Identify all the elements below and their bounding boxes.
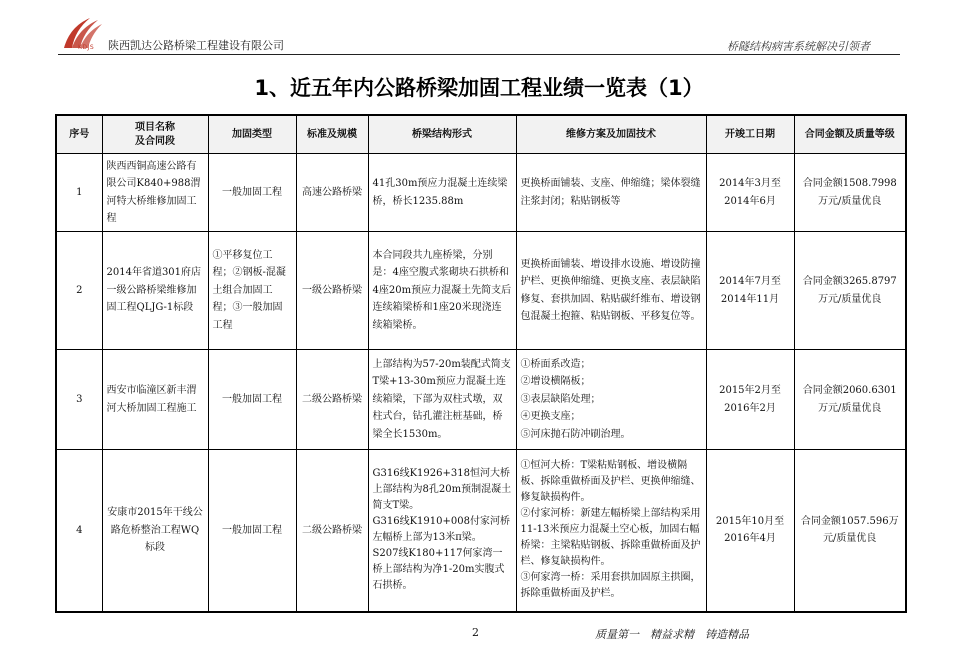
row-amount: 合同金额1057.596万元/质量优良 bbox=[794, 450, 906, 612]
performance-table bbox=[55, 114, 907, 613]
header-amount: 合同金额及质量等级 bbox=[794, 115, 906, 154]
header-standard: 标准及规模 bbox=[296, 115, 368, 154]
header-name-line2: 及合同段 bbox=[135, 135, 175, 147]
header-type: 加固类型 bbox=[208, 115, 296, 154]
plan-item: ①恒河大桥：T梁粘贴钢板、增设横隔板、拆除重做桥面及护栏、更换伸缩缝、修复缺损构件。 bbox=[520, 460, 701, 504]
row-plan: 更换桥面铺装、增设排水设施、增设防撞护栏、更换伸缩缝、更换支座、表层缺陷修复、套拱加固、粘贴碳纤维布、增设钢包混凝土抱箍、粘贴钢板、平移复位等。 bbox=[516, 232, 706, 350]
page-title: 1、近五年内公路桥梁加固工程业绩一览表（1） bbox=[254, 76, 704, 100]
header-dates: 开竣工日期 bbox=[706, 115, 794, 154]
table-row bbox=[56, 350, 906, 450]
table-header-row bbox=[56, 115, 906, 154]
row-dates: 2014年7月至2014年11月 bbox=[706, 232, 794, 350]
row-amount: 合同金额1508.7998万元/质量优良 bbox=[794, 154, 906, 232]
row-standard: 二级公路桥梁 bbox=[296, 350, 368, 450]
plan-item: ①桥面系改造； bbox=[520, 358, 591, 370]
row-type: 一般加固工程 bbox=[208, 450, 296, 612]
header-plan: 维修方案及加固技术 bbox=[516, 115, 706, 154]
row-plan bbox=[516, 350, 706, 450]
row-plan bbox=[516, 450, 706, 612]
header-name-line1: 项目名称 bbox=[135, 121, 175, 133]
structure-item: G316线K1926+318恒河大桥上部结构为8孔20m预制混凝土简支T梁。 bbox=[372, 468, 512, 512]
row-type: ①平移复位工程；②钢板-混凝土组合加固工程；③一般加固工程 bbox=[208, 232, 296, 350]
row-structure bbox=[368, 450, 516, 612]
row-no: 1 bbox=[56, 154, 102, 232]
row-plan: 更换桥面铺装、支座、伸缩缝；梁体裂缝注浆封闭；粘贴钢板等 bbox=[516, 154, 706, 232]
row-name: 2014年省道301府店一级公路桥梁维修加固工程QLJG-1标段 bbox=[102, 232, 208, 350]
row-dates: 2015年10月至2016年4月 bbox=[706, 450, 794, 612]
page-number: 2 bbox=[472, 626, 479, 639]
footer-motto: 质量第一 精益求精 铸造精品 bbox=[595, 628, 749, 641]
row-amount: 合同金额2060.6301万元/质量优良 bbox=[794, 350, 906, 450]
row-standard: 一级公路桥梁 bbox=[296, 232, 368, 350]
plan-item: ③何家湾一桥：采用套拱加固原主拱圈，拆除重做桥面及护栏。 bbox=[520, 572, 701, 600]
header-name bbox=[102, 115, 208, 154]
logo-text: KDJS bbox=[78, 44, 95, 51]
header-no: 序号 bbox=[56, 115, 102, 154]
page-header bbox=[58, 14, 900, 55]
row-structure: 41孔30m预应力混凝土连续梁桥，桥长1235.88m bbox=[368, 154, 516, 232]
table-row bbox=[56, 154, 906, 232]
row-no: 4 bbox=[56, 450, 102, 612]
row-no: 2 bbox=[56, 232, 102, 350]
row-name: 安康市2015年干线公路危桥整治工程WQ标段 bbox=[102, 450, 208, 612]
structure-item: G316线K1910+008付家河桥左幅桥上部为13米π梁。 bbox=[372, 516, 510, 544]
plan-item: ②增设横隔板； bbox=[520, 376, 591, 388]
plan-item: ③表层缺陷处理； bbox=[520, 393, 601, 405]
plan-item: ④更换支座； bbox=[520, 411, 581, 423]
row-structure: 本合同段共九座桥梁，分别是：4座空腹式浆砌块石拱桥和4座20m预应力混凝土先简支后连续箱梁桥和1座20米现浇连续箱梁桥。 bbox=[368, 232, 516, 350]
row-dates: 2014年3月至2014年6月 bbox=[706, 154, 794, 232]
row-standard: 二级公路桥梁 bbox=[296, 450, 368, 612]
row-dates: 2015年2月至2016年2月 bbox=[706, 350, 794, 450]
row-type: 一般加固工程 bbox=[208, 154, 296, 232]
row-structure: 上部结构为57-20m装配式简支T梁+13-30m预应力混凝土连续箱梁，下部为双柱式墩，双柱式台，钻孔灌注桩基础，桥梁全长1530m。 bbox=[368, 350, 516, 450]
plan-item: ②付家河桥：新建左幅桥梁上部结构采用11-13米预应力混凝土空心板，加固右幅桥梁：主梁粘贴钢板、拆除重做桥面及护栏、修复缺损构件。 bbox=[520, 508, 701, 568]
structure-item: S207线K180+117何家湾一桥上部结构为净1-20m实腹式石拱桥。 bbox=[372, 548, 505, 592]
plan-item: ⑤河床抛石防冲刷治理。 bbox=[520, 428, 631, 440]
table-row bbox=[56, 450, 906, 612]
header-structure: 桥梁结构形式 bbox=[368, 115, 516, 154]
header-slogan: 桥隧结构病害系统解决引领者 bbox=[727, 40, 870, 53]
row-no: 3 bbox=[56, 350, 102, 450]
company-name: 陕西凯达公路桥梁工程建设有限公司 bbox=[108, 39, 284, 52]
row-type: 一般加固工程 bbox=[208, 350, 296, 450]
row-name: 陕西西铜高速公路有限公司K840+988渭河特大桥维修加固工程 bbox=[102, 154, 208, 232]
table-row bbox=[56, 232, 906, 350]
row-name: 西安市临潼区新丰渭河大桥加固工程施工 bbox=[102, 350, 208, 450]
row-standard: 高速公路桥梁 bbox=[296, 154, 368, 232]
row-amount: 合同金额3265.8797万元/质量优良 bbox=[794, 232, 906, 350]
